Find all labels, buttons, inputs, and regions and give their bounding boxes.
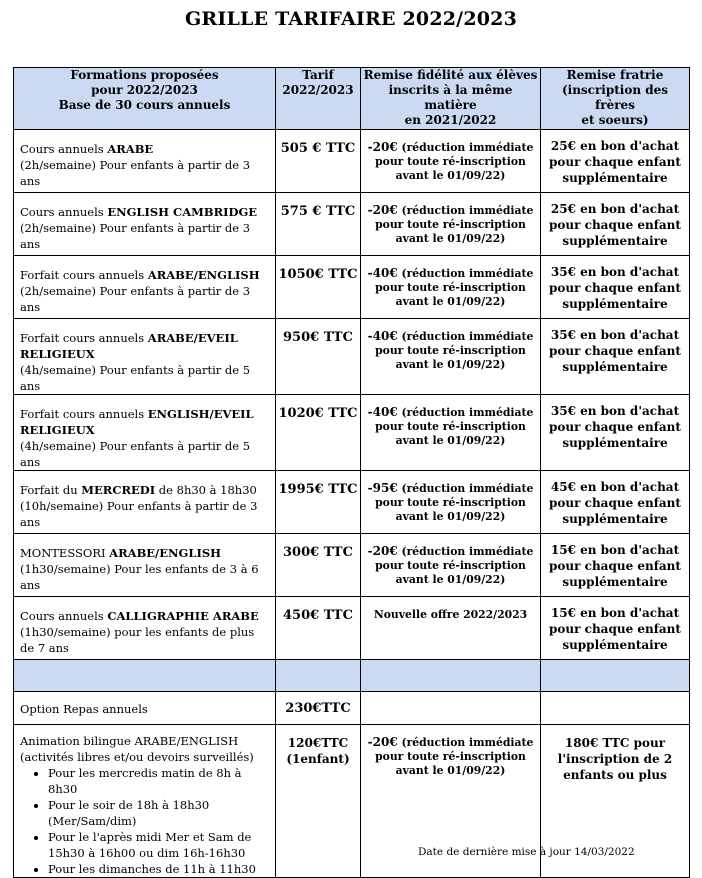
header-tarif-line: 2022/2023 bbox=[282, 83, 354, 97]
formation-name: ARABE/EVEIL RELIGIEUX bbox=[20, 331, 238, 361]
remise-amount: -20€ bbox=[367, 544, 398, 558]
fratrie-cell: 15€ en bon d'achat pour chaque enfant supplémentaire bbox=[541, 534, 690, 597]
header-formations-line: Base de 30 cours annuels bbox=[58, 98, 231, 112]
fratrie-cell: 35€ en bon d'achat pour chaque enfant supplémentaire bbox=[541, 395, 690, 471]
formation-detail: (2h/semaine) Pour enfants à partir de 3 ans bbox=[20, 284, 251, 314]
formation-cell bbox=[14, 597, 276, 660]
formation-cell bbox=[14, 256, 276, 319]
animation-subtitle: (activités libres et/ou devoirs surveillés) bbox=[20, 750, 254, 764]
fratrie-cell: 25€ en bon d'achat pour chaque enfant supplémentaire bbox=[541, 193, 690, 256]
header-formations-line: Formations proposées bbox=[70, 68, 219, 82]
remise-amount: -40€ bbox=[367, 405, 398, 419]
formation-name: ENGLISH CAMBRIDGE bbox=[107, 205, 258, 219]
remise-text: (réduction immédiate pour toute ré-inscription avant le 01/09/22) bbox=[375, 545, 534, 586]
list-item: • Pour le soir de 18h à 18h30 (Mer/Sam/dim) bbox=[48, 797, 271, 829]
remise-text: (réduction immédiate pour toute ré-inscription avant le 01/09/22) bbox=[375, 141, 534, 182]
formation-cell bbox=[14, 534, 276, 597]
remise-amount: -95€ bbox=[367, 481, 398, 495]
formation-detail: (2h/semaine) Pour enfants à partir de 3 ans bbox=[20, 158, 251, 188]
header-remise-line: en 2021/2022 bbox=[404, 113, 497, 127]
header-formations-line: pour 2022/2023 bbox=[91, 83, 198, 97]
table-row bbox=[14, 471, 690, 534]
formation-prefix: Forfait cours annuels bbox=[20, 268, 148, 282]
spacer-cell bbox=[541, 660, 690, 692]
remise-cell bbox=[361, 130, 541, 193]
list-item: • Pour les dimanches de 11h à 11h30 bbox=[48, 861, 271, 877]
animation-fratrie: 180€ TTC pour l'inscription de 2 enfants ou plus bbox=[541, 725, 690, 878]
table-row bbox=[14, 534, 690, 597]
price-cell: 450€ TTC bbox=[276, 597, 361, 660]
header-remise-line: inscrits à la même matière bbox=[388, 83, 513, 112]
formation-name: ARABE/ENGLISH bbox=[109, 546, 221, 560]
remise-cell bbox=[361, 597, 541, 660]
remise-cell bbox=[361, 256, 541, 319]
spacer-cell bbox=[276, 660, 361, 692]
header-remise-fidelite bbox=[361, 68, 541, 130]
spacer-cell bbox=[361, 660, 541, 692]
fratrie-cell: 15€ en bon d'achat pour chaque enfant supplémentaire bbox=[541, 597, 690, 660]
header-remise-fratrie bbox=[541, 68, 690, 130]
animation-title: Animation bilingue ARABE/ENGLISH bbox=[20, 734, 239, 748]
price-cell: 1020€ TTC bbox=[276, 395, 361, 471]
formation-detail: (2h/semaine) Pour enfants à partir de 3 ans bbox=[20, 221, 251, 251]
animation-cell bbox=[14, 725, 276, 878]
remise-cell bbox=[361, 534, 541, 597]
formation-cell bbox=[14, 471, 276, 534]
formation-detail: (1h30/semaine) Pour les enfants de 3 à 6 ans bbox=[20, 562, 259, 592]
header-fratrie-line: Remise fratrie bbox=[566, 68, 664, 82]
remise-cell bbox=[361, 471, 541, 534]
remise-text: (réduction immédiate pour toute ré-inscription avant le 01/09/22) bbox=[375, 267, 534, 308]
animation-list bbox=[20, 765, 271, 877]
fratrie-cell: 45€ en bon d'achat pour chaque enfant supplémentaire bbox=[541, 471, 690, 534]
remise-amount: -20€ bbox=[367, 735, 398, 749]
formation-prefix: MONTESSORI bbox=[20, 546, 110, 560]
formation-cell bbox=[14, 193, 276, 256]
header-tarif-line: Tarif bbox=[302, 68, 334, 82]
formation-prefix: Cours annuels bbox=[20, 142, 108, 156]
remise-text: (réduction immédiate pour toute ré-inscription avant le 01/09/22) bbox=[375, 204, 534, 245]
remise-amount: -40€ bbox=[367, 266, 398, 280]
formation-cell bbox=[14, 319, 276, 395]
remise-cell bbox=[361, 319, 541, 395]
repas-label: Option Repas annuels bbox=[14, 692, 276, 725]
formation-name: ARABE/ENGLISH bbox=[147, 268, 260, 282]
spacer-row bbox=[14, 660, 690, 692]
header-tarif bbox=[276, 68, 361, 130]
repas-row bbox=[14, 692, 690, 725]
table-row bbox=[14, 130, 690, 193]
formation-prefix: Forfait cours annuels bbox=[20, 331, 148, 345]
price-cell: 300€ TTC bbox=[276, 534, 361, 597]
price-cell: 575 € TTC bbox=[276, 193, 361, 256]
formation-name: ARABE bbox=[107, 142, 154, 156]
formation-name: ENGLISH/EVEIL RELIGIEUX bbox=[20, 407, 254, 437]
remise-text: Nouvelle offre 2022/2023 bbox=[373, 608, 528, 621]
header-fratrie-line: et soeurs) bbox=[581, 113, 649, 127]
formation-prefix: Cours annuels bbox=[20, 609, 108, 623]
remise-amount: -40€ bbox=[367, 329, 398, 343]
animation-price-line: 120€TTC bbox=[287, 736, 349, 750]
remise-text: (réduction immédiate pour toute ré-inscription avant le 01/09/22) bbox=[375, 736, 534, 777]
formation-detail: (4h/semaine) Pour enfants à partir de 5 ans bbox=[20, 439, 251, 469]
formation-detail: de 8h30 à 18h30 (10h/semaine) Pour enfants à partir de 3 ans bbox=[20, 483, 258, 529]
table-row bbox=[14, 597, 690, 660]
header-fratrie-line: (inscription des frères bbox=[561, 83, 669, 112]
remise-amount: -20€ bbox=[367, 140, 398, 154]
formation-detail: (4h/semaine) Pour enfants à partir de 5 ans bbox=[20, 363, 251, 393]
formation-prefix: Forfait cours annuels bbox=[20, 407, 148, 421]
table-row bbox=[14, 395, 690, 471]
table-row bbox=[14, 319, 690, 395]
header-row bbox=[14, 68, 690, 130]
animation-price-line: (1enfant) bbox=[286, 752, 350, 766]
repas-fratrie-empty bbox=[541, 692, 690, 725]
formation-prefix: Forfait du bbox=[20, 483, 82, 497]
price-cell: 950€ TTC bbox=[276, 319, 361, 395]
tariff-table bbox=[13, 67, 690, 878]
formation-name: CALLIGRAPHIE ARABE bbox=[107, 609, 259, 623]
remise-text: (réduction immédiate pour toute ré-inscription avant le 01/09/22) bbox=[375, 482, 534, 523]
remise-text: (réduction immédiate pour toute ré-inscription avant le 01/09/22) bbox=[375, 406, 534, 447]
formation-detail: (1h30/semaine) pour les enfants de plus de 7 ans bbox=[20, 625, 255, 655]
header-remise-line: Remise fidélité aux élèves bbox=[363, 68, 538, 82]
animation-price bbox=[276, 725, 361, 878]
list-item: • Pour le l'après midi Mer et Sam de 15h30 à 16h00 ou dim 16h-16h30 bbox=[48, 829, 271, 861]
formation-prefix: Cours annuels bbox=[20, 205, 108, 219]
price-cell: 1050€ TTC bbox=[276, 256, 361, 319]
fratrie-cell: 25€ en bon d'achat pour chaque enfant supplémentaire bbox=[541, 130, 690, 193]
formation-name: MERCREDI bbox=[81, 483, 156, 497]
table-row bbox=[14, 256, 690, 319]
last-update-note: Date de dernière mise à jour 14/03/2022 bbox=[418, 846, 635, 858]
remise-cell bbox=[361, 193, 541, 256]
fratrie-cell: 35€ en bon d'achat pour chaque enfant supplémentaire bbox=[541, 319, 690, 395]
price-cell: 1995€ TTC bbox=[276, 471, 361, 534]
list-item: • Pour les mercredis matin de 8h à 8h30 bbox=[48, 765, 271, 797]
page-title: GRILLE TARIFAIRE 2022/2023 bbox=[184, 8, 518, 30]
price-cell: 505 € TTC bbox=[276, 130, 361, 193]
repas-price: 230€TTC bbox=[276, 692, 361, 725]
header-formations bbox=[14, 68, 276, 130]
remise-text: (réduction immédiate pour toute ré-inscription avant le 01/09/22) bbox=[375, 330, 534, 371]
table-row bbox=[14, 193, 690, 256]
remise-amount: -20€ bbox=[367, 203, 398, 217]
remise-cell bbox=[361, 395, 541, 471]
fratrie-cell: 35€ en bon d'achat pour chaque enfant supplémentaire bbox=[541, 256, 690, 319]
formation-cell bbox=[14, 395, 276, 471]
repas-remise-empty bbox=[361, 692, 541, 725]
formation-cell bbox=[14, 130, 276, 193]
spacer-cell bbox=[14, 660, 276, 692]
